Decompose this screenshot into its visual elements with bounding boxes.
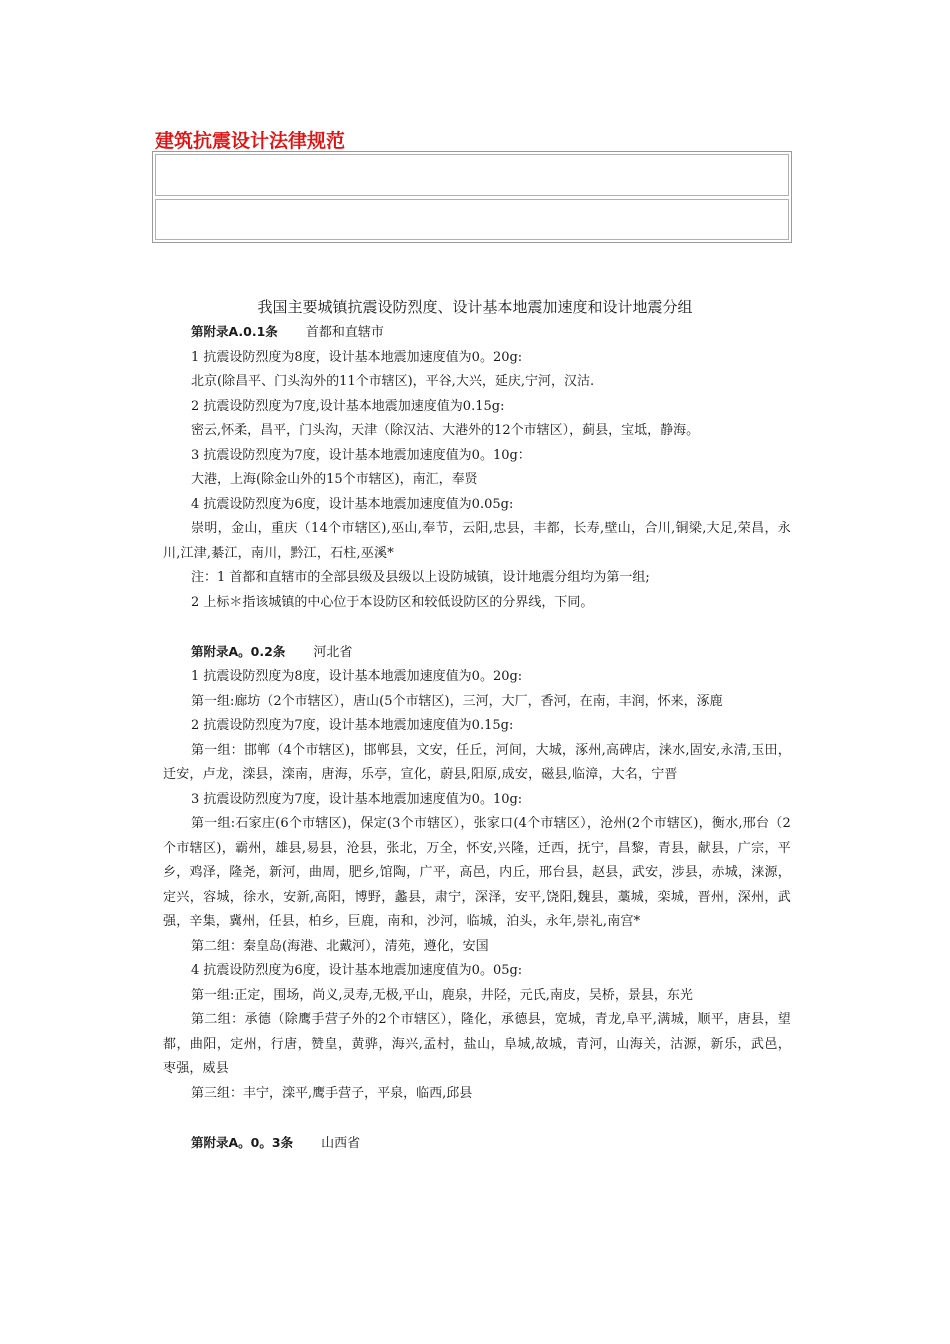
city-list: 第一组:石家庄(6个市辖区)，保定(3个市辖区），张家口(4个市辖区），沧州(2个市辖区)，衡水,邢台（2个市辖区)，霸州，雄县,易县，沧县，张北，万全，怀安,兴隆，迁西，抚宁，昌黎，青县，献县，广宗，平乡，鸡泽，隆尧，新河，曲周，肥乡,馆陶，广平，高邑，内丘，邢台县，赵县，武安，涉县，赤城，涞源，定兴，容城，徐水，安新,高阳，博野，蠡县，肃宁，深泽，安平,饶阳,魏县，藁城，栾城，晋州，深州，武强，辛集，冀州，任县，柏乡，巨鹿，南和，沙河，临城，泊头，永年,崇礼,南宫*: [163, 816, 791, 929]
city-list: 北京(除昌平、门头沟外的11个市辖区)，平谷,大兴，延庆,宁河，汉沽.: [191, 374, 595, 389]
article-label: 第附录A。0。3条: [191, 1134, 294, 1150]
article-heading: [163, 640, 791, 666]
page-title: 建筑抗震设计法律规范: [155, 130, 346, 152]
intensity-line: 2 抗震设防烈度为7度，设计基本地震加速度值为0.15g:: [191, 718, 514, 733]
article-label: 第附录A.0.1条: [191, 324, 278, 339]
document-body: [163, 320, 791, 1156]
city-list: 密云,怀柔，昌平，门头沟，天津（除汉沽、大港外的12个市辖区），蓟县，宝坻，静海。: [191, 423, 700, 438]
city-list: 第二组：承德（除鹰手营子外的2个市辖区），隆化，承德县，宽城，青龙,阜平,满城，顺平，唐县，望都，曲阳，定州，行唐，赞皇，黄骅，海兴,孟村，盐山，阜城,故城，青河，山海关，沽源，新乐，武邑，枣强，威县: [163, 1012, 791, 1076]
city-list: 第一组:正定，围场，尚义,灵寿,无极,平山，鹿泉，井陉，元氏,南皮，吴桥，景县，东光: [191, 987, 693, 1003]
city-list: 第二组：秦皇岛(海港、北戴河），清苑，遵化，安国: [191, 938, 489, 954]
empty-table: [152, 151, 792, 243]
city-list: 第一组:廊坊（2个市辖区），唐山(5个市辖区)，三河，大厂，香河，在南，丰润，怀来，涿鹿: [191, 693, 723, 709]
city-list: 第三组：丰宁，滦平,鹰手营子，平泉，临西,邱县: [191, 1085, 473, 1101]
intensity-line: 4 抗震设防烈度为6度，设计基本地震加速度值为0.05g:: [191, 496, 514, 512]
intensity-line: 2 抗震设防烈度为7度,设计基本地震加速度值为0.15g:: [191, 398, 505, 414]
document-heading: 我国主要城镇抗震设防烈度、设计基本地震加速度和设计地震分组: [257, 298, 693, 316]
article-label: 第附录A。0.2条: [191, 643, 286, 659]
article-heading: [163, 1131, 791, 1157]
empty-table-row: [155, 199, 789, 240]
article-region: 河北省: [313, 644, 353, 660]
city-list: 大港，上海(除金山外的15个市辖区)，南汇，奉贤: [191, 472, 478, 487]
intensity-line: 1 抗震设防烈度为8度，设计基本地震加速度值为0。20g:: [191, 669, 523, 684]
article-region: 山西省: [321, 1135, 361, 1151]
intensity-line: 4 抗震设防烈度为6度，设计基本地震加速度值为0。05g:: [191, 963, 523, 978]
article-region: 首都和直辖市: [305, 325, 384, 340]
city-list: 崇明，金山，重庆（14个市辖区),巫山,奉节，云阳,忠县，丰都，长寿,壁山，合川,铜梁,大足,荣昌，永川,江津,綦江，南川，黔江，石柱,巫溪*: [163, 521, 791, 561]
intensity-line: 3 抗震设防烈度为7度，设计基本地震加速度值为0。10g：: [191, 447, 531, 463]
note-line: 注：1 首都和直辖市的全部县级及县级以上设防城镇，设计地震分组均为第一组;: [191, 570, 650, 585]
note-line: 2 上标＊指该城镇的中心位于本设防区和较低设防区的分界线，下同。: [191, 594, 594, 610]
intensity-line: 3 抗震设防烈度为7度，设计基本地震加速度值为0。10g:: [191, 791, 523, 807]
city-list: 第一组：邯郸（4个市辖区)，邯郸县，文安，任丘，河间，大城，涿州,高碑店，涞水,固安,永清,玉田，迁安，卢龙，滦县，滦南，唐海，乐亭，宣化，蔚县,阳原,成安，磁县,临漳，大名，宁晋: [163, 742, 791, 782]
intensity-line: 1 抗震设防烈度为8度，设计基本地震加速度值为0。20g:: [191, 349, 523, 365]
empty-table-row: [155, 154, 789, 196]
article-heading: [163, 320, 791, 346]
